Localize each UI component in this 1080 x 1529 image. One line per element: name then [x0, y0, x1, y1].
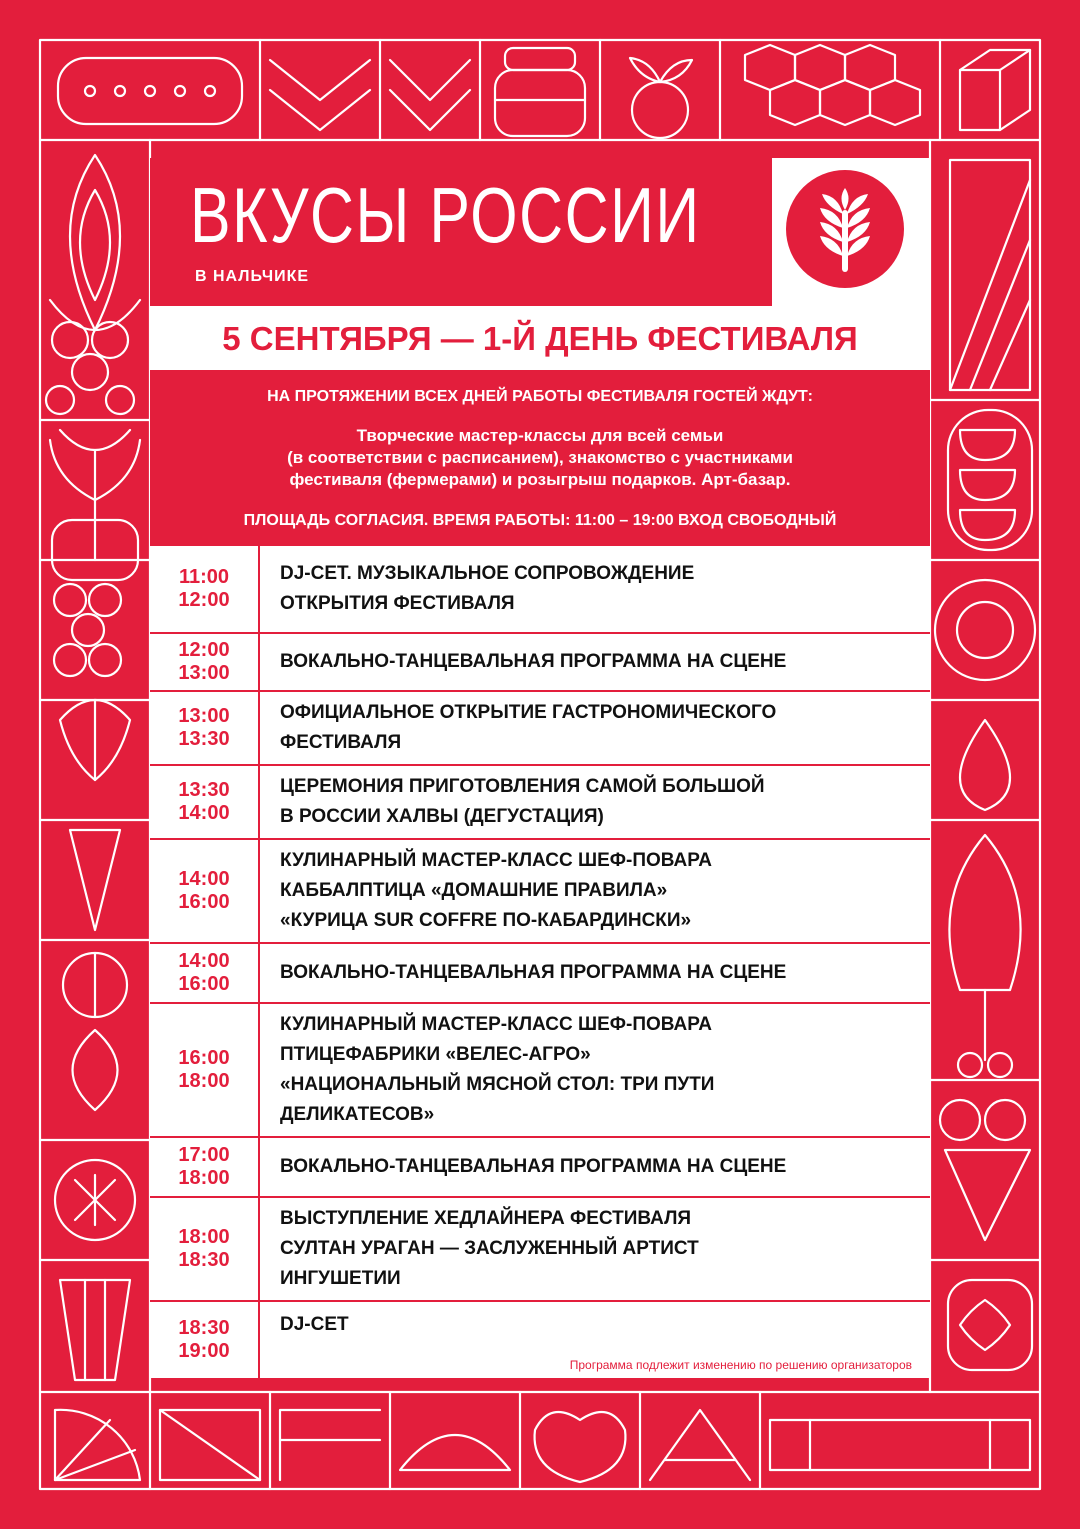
date-banner [150, 306, 930, 370]
info-block [150, 370, 930, 546]
event-cell: ВОКАЛЬНО-ТАНЦЕВАЛЬНАЯ ПРОГРАММА НА СЦЕНЕ [280, 1156, 787, 1177]
info-heading: НА ПРОТЯЖЕНИИ ВСЕХ ДНЕЙ РАБОТЫ ФЕСТИВАЛЯ ГОСТЕЙ ЖДУТ: [267, 388, 813, 405]
schedule-row [150, 546, 930, 634]
schedule-row [150, 1138, 930, 1198]
event-cell: ВЫСТУПЛЕНИЕ ХЕДЛАЙНЕРА ФЕСТИВАЛЯ СУЛТАН УРАГАН — ЗАСЛУЖЕННЫЙ АРТИСТ ИНГУШЕТИИ [280, 1208, 699, 1289]
event-cell: КУЛИНАРНЫЙ МАСТЕР-КЛАСС ШЕФ-ПОВАРА КАББАЛПТИЦА «ДОМАШНИЕ ПРАВИЛА» «КУРИЦА SUR COFFRE ПО-КАБАРДИНСКИ» [280, 850, 712, 931]
event-cell: ВОКАЛЬНО-ТАНЦЕВАЛЬНАЯ ПРОГРАММА НА СЦЕНЕ [280, 962, 787, 983]
schedule-row [150, 840, 930, 944]
event-cell: ЦЕРЕМОНИЯ ПРИГОТОВЛЕНИЯ САМОЙ БОЛЬШОЙ В РОССИИ ХАЛВЫ (ДЕГУСТАЦИЯ) [280, 776, 765, 827]
time-cell: 11:00 12:00 [150, 546, 260, 632]
time-cell: 12:00 13:00 [150, 634, 260, 690]
logo [786, 170, 904, 288]
event-cell: DJ-СЕТ [280, 1314, 349, 1335]
festival-day-heading: 5 СЕНТЯБРЯ — 1-Й ДЕНЬ ФЕСТИВАЛЯ [222, 320, 858, 357]
disclaimer-note: Программа подлежит изменению по решению организаторов [569, 1358, 912, 1372]
schedule-table [150, 546, 930, 1378]
festival-subtitle: В НАЛЬЧИКЕ [195, 268, 310, 285]
time-cell: 16:00 18:00 [150, 1004, 260, 1136]
info-line: фестиваля (фермерами) и розыгрыш подарков. Арт-базар. [289, 470, 791, 489]
time-cell: 14:00 16:00 [150, 944, 260, 1002]
event-cell: КУЛИНАРНЫЙ МАСТЕР-КЛАСС ШЕФ-ПОВАРА ПТИЦЕФАБРИКИ «ВЕЛЕС-АГРО» «НАЦИОНАЛЬНЫЙ МЯСНОЙ СТОЛ: ТРИ ПУТИ ДЕЛИКАТЕСОВ» [280, 1014, 715, 1125]
logo-panel [772, 158, 930, 306]
time-cell: 13:00 13:30 [150, 692, 260, 764]
info-line: Творческие мастер-классы для всей семьи [356, 426, 724, 445]
time-cell: 18:00 18:30 [150, 1198, 260, 1300]
time-cell: 18:30 19:00 [150, 1302, 260, 1378]
time-cell: 14:00 16:00 [150, 840, 260, 942]
schedule-row [150, 1004, 930, 1138]
schedule-row [150, 766, 930, 840]
festival-title: ВКУСЫ РОССИИ [190, 171, 701, 259]
schedule-row [150, 634, 930, 692]
info-body [150, 425, 930, 491]
event-cell: ОФИЦИАЛЬНОЕ ОТКРЫТИЕ ГАСТРОНОМИЧЕСКОГО ФЕСТИВАЛЯ [280, 702, 777, 753]
time-cell: 13:30 14:00 [150, 766, 260, 838]
schedule-row [150, 944, 930, 1004]
title-panel [150, 158, 772, 306]
schedule-row [150, 1198, 930, 1302]
info-line: (в соответствии с расписанием), знакомство с участниками [287, 448, 793, 467]
info-location-hours: ПЛОЩАДЬ СОГЛАСИЯ. ВРЕМЯ РАБОТЫ: 11:00 – 19:00 ВХОД СВОБОДНЫЙ [243, 512, 837, 529]
time-cell: 17:00 18:00 [150, 1138, 260, 1196]
event-cell: DJ-СЕТ. МУЗЫКАЛЬНОЕ СОПРОВОЖДЕНИЕ ОТКРЫТИЯ ФЕСТИВАЛЯ [280, 563, 695, 614]
wheat-icon [786, 170, 904, 288]
schedule-row [150, 692, 930, 766]
event-cell: ВОКАЛЬНО-ТАНЦЕВАЛЬНАЯ ПРОГРАММА НА СЦЕНЕ [280, 651, 787, 672]
